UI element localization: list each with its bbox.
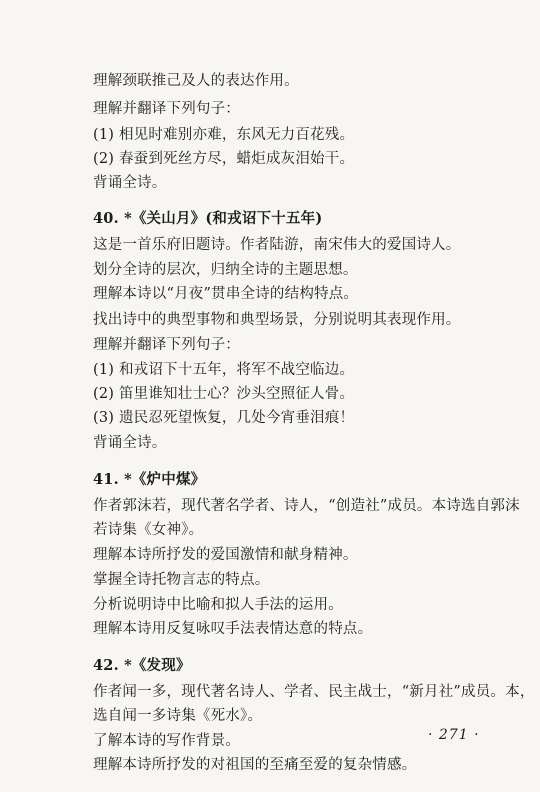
s41-heading: 41. *《炉中煤》	[93, 471, 206, 488]
s40-line-6: (1) 和戎诏下十五年，将军不战空临边。	[93, 362, 355, 378]
s40-line-9: 背诵全诗。	[93, 435, 167, 451]
s42-line-3: 了解本诗的写作背景。	[93, 733, 240, 749]
s41-line-5: 分析说明诗中比喻和拟人手法的运用。	[93, 597, 343, 613]
s42-line-2: 选自闻一多诗集《死水》。	[93, 708, 263, 724]
s39-line-1: 理解颈联推己及人的表达作用。	[93, 73, 299, 89]
s40-line-1: 这是一首乐府旧题诗。作者陆游，南宋伟大的爱国诗人。	[93, 237, 461, 253]
s40-line-8: (3) 遗民忍死望恢复，几处今宵垂泪痕！	[93, 410, 355, 426]
s40-line-2: 划分全诗的层次，归纳全诗的主题思想。	[93, 262, 358, 278]
s42-heading: 42. *《发现》	[93, 657, 191, 674]
s41-line-1: 作者郭沫若，现代著名学者、诗人，“创造社”成员。本诗选自郭沫	[93, 498, 520, 514]
s41-line-2: 若诗集《女神》。	[93, 522, 204, 538]
s40-line-3: 理解本诗以“月夜”贯串全诗的结构特点。	[93, 286, 359, 302]
s42-line-4: 理解本诗所抒发的对祖国的至痛至爱的复杂情感。	[93, 757, 417, 773]
s39-line-2: 理解并翻译下列句子：	[93, 101, 240, 117]
s39-line-4: (2) 春蚕到死丝方尽，蜡炬成灰泪始干。	[93, 151, 355, 167]
s40-line-5: 理解并翻译下列句子：	[93, 337, 240, 353]
s39-line-3: (1) 相见时难别亦难，东风无力百花残。	[93, 127, 355, 143]
s41-line-3: 理解本诗所抒发的爱国激情和献身精神。	[93, 547, 358, 563]
s41-line-4: 掌握全诗托物言志的特点。	[93, 572, 270, 588]
s40-line-7: (2) 笛里谁知壮士心？沙头空照征人骨。	[93, 386, 355, 402]
s41-line-6: 理解本诗用反复咏叹手法表情达意的特点。	[93, 621, 373, 637]
s39-line-5: 背诵全诗。	[93, 175, 167, 191]
s40-line-4: 找出诗中的典型事物和典型场景，分别说明其表现作用。	[93, 312, 461, 328]
s40-heading: 40. *《关山月》(和戎诏下十五年)	[93, 210, 323, 227]
page-number: · 271 ·	[428, 727, 480, 743]
s42-line-1: 作者闻一多，现代著名诗人、学者、民主战士，“新月社”成员。本，	[93, 684, 535, 700]
